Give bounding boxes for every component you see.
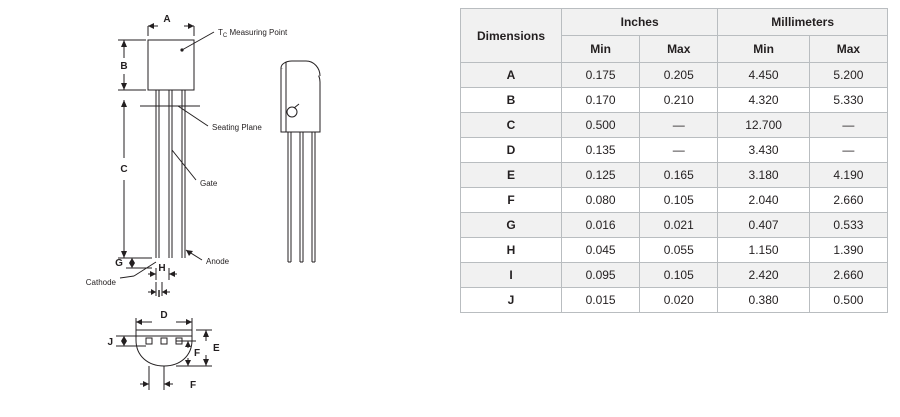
dimensions-table-container: [460, 8, 888, 313]
dim-mark-d: D: [160, 310, 168, 321]
cell-mm-min: 4.320: [718, 88, 810, 113]
callout-gate: Gate: [200, 179, 218, 188]
cell-mm-max: 5.200: [809, 63, 887, 88]
column-group-millimeters: Millimeters: [718, 9, 888, 36]
row-dimension: C: [461, 113, 562, 138]
row-dimension: B: [461, 88, 562, 113]
table-row: [461, 113, 888, 138]
dim-mark-f-front: F: [194, 348, 201, 359]
table-header: [461, 9, 888, 63]
cell-inches-min: 0.095: [562, 263, 640, 288]
table-row: [461, 213, 888, 238]
cell-mm-max: 4.190: [809, 163, 887, 188]
column-header-inches-max: Max: [640, 36, 718, 63]
table-header-row-groups: [461, 9, 888, 36]
cell-inches-max: —: [640, 113, 718, 138]
callout-tc-measuring-point: $T_C$ Measuring Point: [218, 28, 288, 39]
cell-inches-min: 0.045: [562, 238, 640, 263]
dim-mark-i: I: [157, 289, 161, 300]
dim-mark-a: A: [163, 14, 171, 25]
cell-inches-min: 0.080: [562, 188, 640, 213]
cell-mm-max: 1.390: [809, 238, 887, 263]
cell-mm-min: 3.430: [718, 138, 810, 163]
dim-mark-f-bottom: F: [190, 380, 197, 391]
cell-mm-min: 3.180: [718, 163, 810, 188]
row-dimension: H: [461, 238, 562, 263]
callout-cathode: Cathode: [85, 278, 116, 287]
cell-mm-min: 1.150: [718, 238, 810, 263]
cell-inches-max: 0.021: [640, 213, 718, 238]
cell-inches-max: —: [640, 138, 718, 163]
cell-inches-max: 0.105: [640, 188, 718, 213]
table-row: [461, 63, 888, 88]
row-dimension: E: [461, 163, 562, 188]
dim-mark-b: B: [120, 61, 128, 72]
cell-mm-min: 12.700: [718, 113, 810, 138]
column-header-dimensions: Dimensions: [461, 9, 562, 63]
table-row: [461, 263, 888, 288]
cell-mm-max: 0.500: [809, 288, 887, 313]
table-row: [461, 163, 888, 188]
cell-mm-min: 0.380: [718, 288, 810, 313]
row-dimension: G: [461, 213, 562, 238]
cell-mm-max: 0.533: [809, 213, 887, 238]
dim-mark-c: C: [120, 164, 128, 175]
cell-inches-max: 0.020: [640, 288, 718, 313]
row-dimension: J: [461, 288, 562, 313]
row-dimension: F: [461, 188, 562, 213]
cell-mm-max: 5.330: [809, 88, 887, 113]
column-header-mm-max: Max: [809, 36, 887, 63]
dim-mark-g: G: [115, 258, 123, 269]
cell-inches-min: 0.015: [562, 288, 640, 313]
row-dimension: I: [461, 263, 562, 288]
cell-inches-max: 0.205: [640, 63, 718, 88]
column-group-inches: Inches: [562, 9, 718, 36]
row-dimension: A: [461, 63, 562, 88]
table-row: [461, 188, 888, 213]
leader-gate: [172, 150, 196, 180]
cell-inches-min: 0.175: [562, 63, 640, 88]
dim-mark-h: H: [158, 263, 166, 274]
cell-inches-max: 0.210: [640, 88, 718, 113]
table-body: [461, 63, 888, 313]
column-header-inches-min: Min: [562, 36, 640, 63]
iso-body-mark: [287, 107, 297, 117]
cell-inches-min: 0.135: [562, 138, 640, 163]
cell-mm-min: 0.407: [718, 213, 810, 238]
cell-inches-min: 0.125: [562, 163, 640, 188]
callout-anode: Anode: [206, 257, 230, 266]
dimensions-table: [460, 8, 888, 313]
cell-mm-min: 2.420: [718, 263, 810, 288]
table-row: [461, 238, 888, 263]
cell-inches-max: 0.165: [640, 163, 718, 188]
cell-inches-min: 0.016: [562, 213, 640, 238]
cell-mm-min: 2.040: [718, 188, 810, 213]
table-row: [461, 88, 888, 113]
row-dimension: D: [461, 138, 562, 163]
cell-inches-max: 0.105: [640, 263, 718, 288]
cell-inches-min: 0.170: [562, 88, 640, 113]
column-header-mm-min: Min: [718, 36, 810, 63]
dim-mark-j: J: [107, 337, 113, 348]
cell-inches-max: 0.055: [640, 238, 718, 263]
package-body-iso: [281, 68, 320, 132]
cell-mm-min: 4.450: [718, 63, 810, 88]
table-row: [461, 138, 888, 163]
cell-mm-max: —: [809, 113, 887, 138]
cell-mm-max: —: [809, 138, 887, 163]
callout-seating-plane: Seating Plane: [212, 123, 262, 132]
package-bottom-view: [136, 330, 192, 366]
cell-mm-max: 2.660: [809, 188, 887, 213]
cell-inches-min: 0.500: [562, 113, 640, 138]
table-row: [461, 288, 888, 313]
cell-mm-max: 2.660: [809, 263, 887, 288]
dim-mark-e: E: [213, 343, 220, 354]
